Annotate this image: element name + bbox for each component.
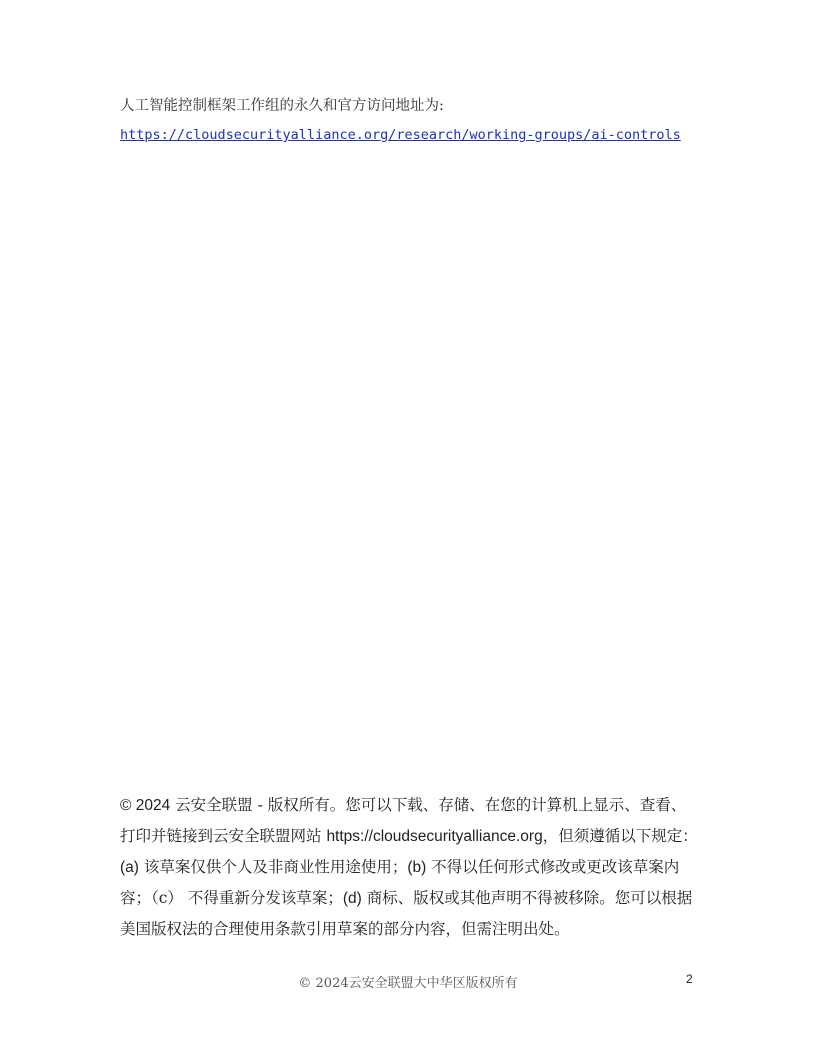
clause-b-mark: (b) [407,859,427,876]
working-group-link[interactable]: https://cloudsecurityalliance.org/research/working-groups/ai-controls [120,127,681,143]
intro-text: 人工智能控制框架工作组的永久和官方访问地址为: [120,98,444,114]
copyright-notice [120,790,700,945]
clause-b-text: 不得以任何形式修改或更改该草案内容；（c） 不得重新分发该草案； [120,858,680,907]
clause-d-mark: (d) [342,890,362,907]
copyright-sentence-1: 云安全联盟 - 版权所有。您可以下载、存储、在您的计算机上显示、查看、打印并链接到云安全联盟网站 [120,796,687,845]
clause-d-text: 商标、版权或其他声明不得被移除。您可以根据美国版权法的合理使用条款引用草案的部分内容，但需注明出处。 [120,889,693,938]
copyright-year: © 2024 [120,797,171,814]
copyright-sentence-2: ，但须遵循以下规定： [542,827,698,845]
clause-a-text: 该草案仅供个人及非商业性用途使用； [138,858,408,876]
page-footer: © 2024云安全联盟大中华区版权所有 [298,976,518,991]
csa-site-link: https://cloudsecurityalliance.org [326,828,543,845]
page-number: 2 [686,972,693,986]
clause-a-mark: (a) [120,859,139,876]
